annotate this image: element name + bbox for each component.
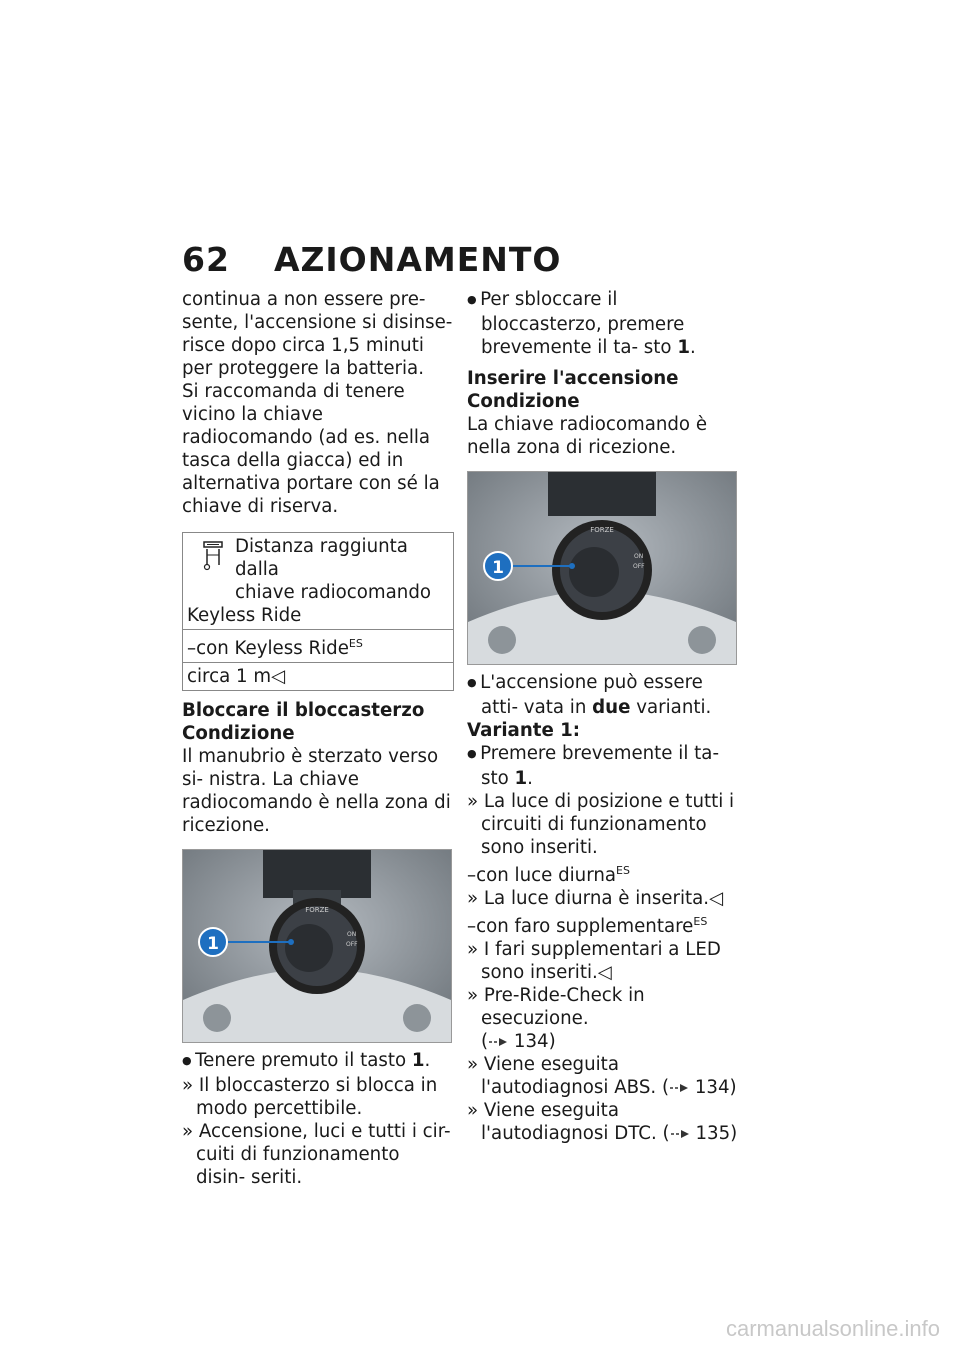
page-number: 62	[182, 240, 230, 279]
option-superscript: ES	[616, 864, 630, 877]
option-superscript: ES	[693, 915, 708, 929]
photo-on-label: ON	[347, 931, 357, 939]
box-row: circa 1 m◁	[187, 666, 286, 688]
result-item: » Accensione, luci e tutti i cir- cuiti di funzionamento disin- seriti.	[182, 1120, 454, 1189]
variant-title: Variante 1:	[467, 720, 581, 741]
option-item	[467, 859, 739, 887]
result-item: » I fari supplementari a LED sono inseriti.◁	[467, 938, 739, 984]
intro-paragraph: continua a non essere pre- sente, l'accensione si disinse- risce dopo circa 1,5 minuti per proteggere la batteria.	[182, 289, 453, 379]
right-column	[467, 288, 739, 1145]
result-item	[467, 1053, 739, 1099]
condition-title: Condizione	[182, 723, 295, 745]
callout-number: 1	[492, 558, 504, 578]
distance-icon	[201, 541, 225, 571]
step-item	[467, 288, 739, 359]
step-item	[467, 742, 739, 790]
step-text: Per sbloccare il bloccasterzo, premere brevemente il ta- sto	[480, 289, 685, 358]
result-item: » Pre-Ride-Check in esecuzione. ( 134)	[467, 984, 739, 1053]
page-ref[interactable]: 135)	[695, 1123, 738, 1145]
condition-title: Condizione	[467, 391, 580, 412]
photo-brand-label: FORZE	[590, 526, 614, 534]
photo-brand-label: FORZE	[305, 906, 329, 915]
result-text: Viene eseguita l'autodiagnosi DTC. (	[481, 1100, 670, 1145]
photo-on-label: ON	[634, 553, 644, 560]
result-item: » La luce diurna è inserita.◁	[467, 887, 739, 910]
step-text: varianti.	[630, 697, 712, 718]
result-text: Viene eseguita l'autodiagnosi ABS. (	[481, 1054, 670, 1099]
ignition-photo	[467, 471, 737, 665]
page-ref-arrow-icon	[670, 1128, 690, 1140]
result-item: » Il bloccasterzo si blocca in modo percettibile.	[182, 1074, 454, 1120]
result-text: Pre-Ride-Check in esecuzione.	[481, 985, 645, 1030]
option-text: –con luce diurna	[467, 865, 617, 887]
watermark: carmanualsonline.info	[725, 1316, 940, 1341]
box-header	[183, 533, 453, 630]
callout-number: 1	[207, 934, 219, 955]
option-superscript: ES	[348, 637, 363, 650]
page-ref[interactable]: 134)	[694, 1077, 737, 1099]
page-ref-arrow-icon	[669, 1082, 689, 1094]
photo-off-label: OFF	[633, 563, 645, 570]
step-key: 1	[677, 337, 690, 358]
box-header-line: Keyless Ride	[187, 605, 302, 626]
ignition-photo	[182, 849, 452, 1043]
page-title: AZIONAMENTO	[273, 240, 562, 279]
box-header-line: chiave radiocomando	[235, 582, 431, 603]
condition-text: La chiave radiocomando è nella zona di ricezione.	[467, 414, 708, 458]
page-ref[interactable]: 134)	[513, 1031, 556, 1053]
step-item	[467, 671, 739, 719]
photo-off-label: OFF	[346, 941, 358, 949]
emphasis-text: due	[592, 697, 631, 718]
step-text: .	[424, 1050, 431, 1072]
box-header-line: Distanza raggiunta dalla	[235, 536, 408, 580]
section-title: Bloccare il bloccasterzo	[182, 700, 425, 722]
box-row-label: –con Keyless Ride	[187, 638, 349, 660]
box-row	[183, 630, 453, 663]
page-ref-arrow-icon	[488, 1036, 508, 1048]
option-text: –con faro supplementare	[467, 916, 694, 938]
intro-paragraph: Si raccomanda di tenere vicino la chiave radiocomando (ad es. nella tasca della giacca) ed in alternativa portare con sé la chiave di riserva.	[182, 381, 440, 517]
step-text: .	[689, 337, 696, 358]
page-header	[182, 240, 561, 279]
step-key: 1	[514, 768, 528, 789]
result-item: » La luce di posizione e tutti i circuiti di funzionamento sono inseriti.	[467, 790, 739, 859]
option-item	[467, 910, 739, 938]
step-text: .	[527, 768, 533, 789]
step-item	[182, 1049, 454, 1074]
step-text: Tenere premuto il tasto	[195, 1050, 412, 1072]
keyless-range-box	[182, 532, 454, 691]
step-text: Premere brevemente il ta- sto	[480, 743, 720, 789]
result-item	[467, 1099, 739, 1145]
left-column	[182, 288, 454, 1189]
section-title: Inserire l'accensione	[467, 368, 679, 389]
step-text: L'accensione può essere atti- vata in	[480, 672, 703, 718]
condition-text: Il manubrio è sterzato verso si- nistra. La chiave radiocomando è nella zona di ricezione.	[182, 746, 451, 837]
step-key: 1	[411, 1050, 425, 1072]
